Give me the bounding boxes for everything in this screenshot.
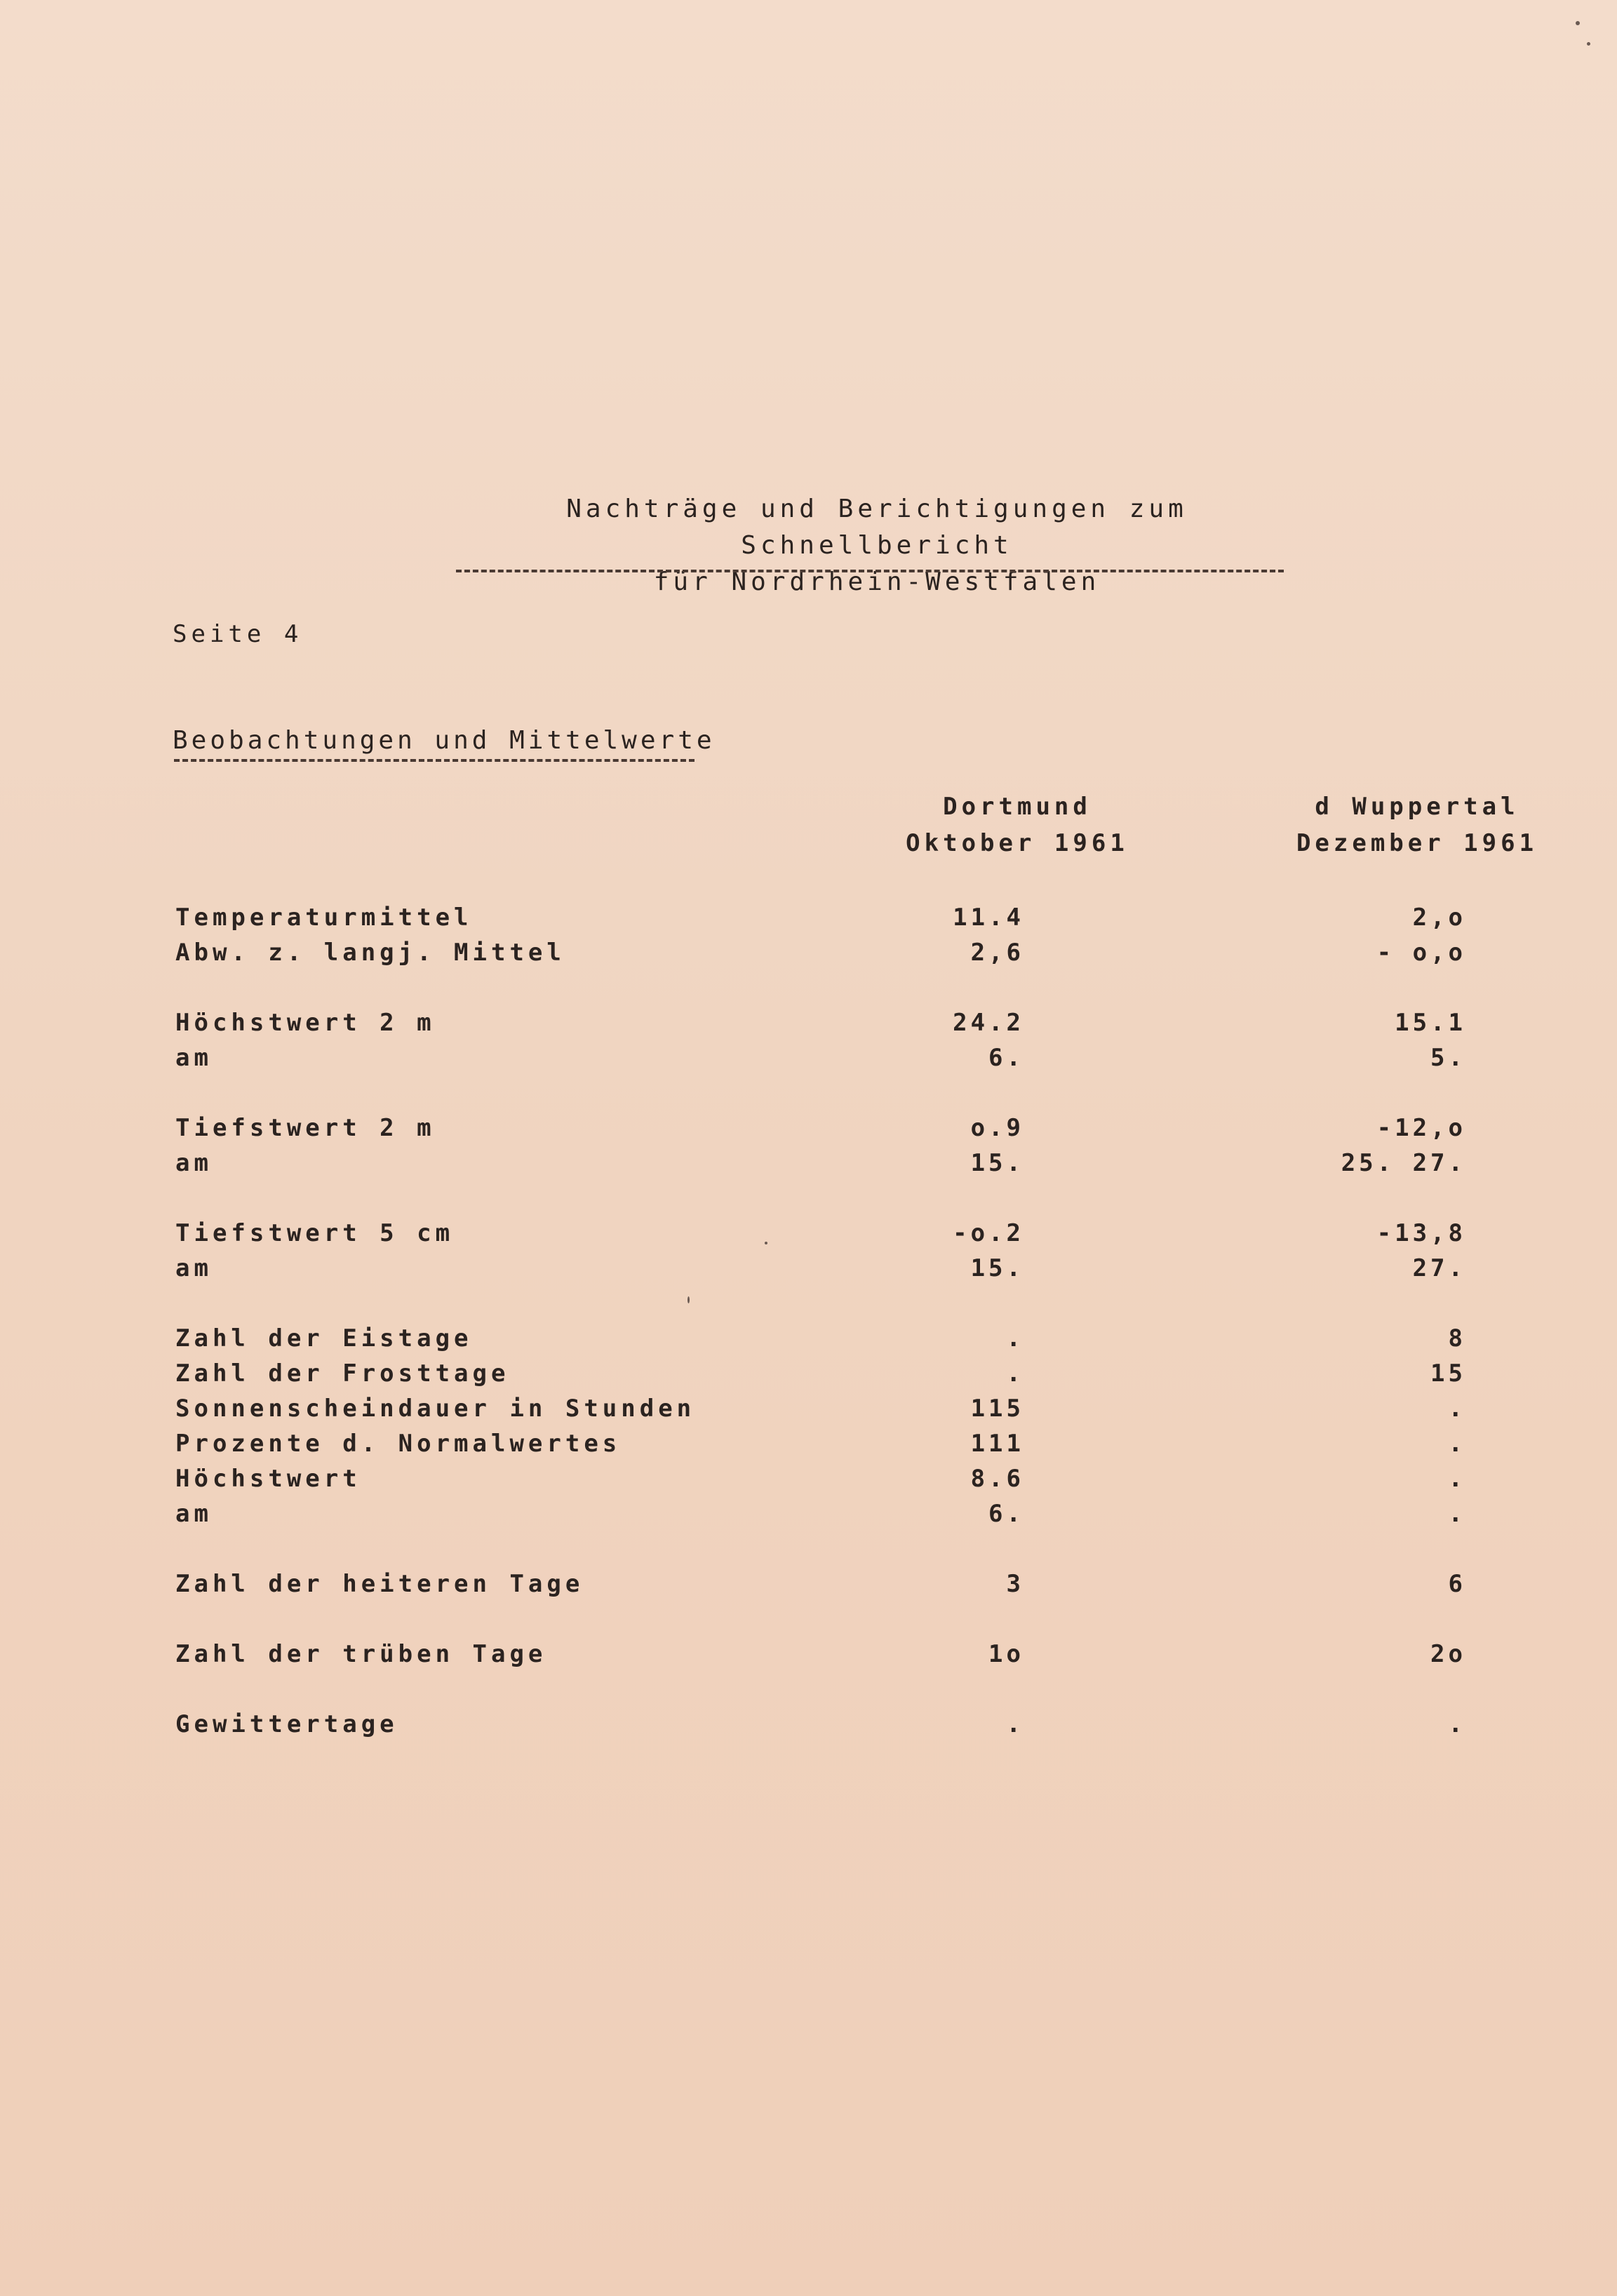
value-dortmund: 15. (970, 1254, 1024, 1282)
row-label: Zahl der Eistage (175, 1324, 473, 1352)
table-row (0, 1395, 1617, 1430)
row-label: Höchstwert 2 m (175, 1009, 436, 1037)
value-wuppertal: . (1448, 1430, 1466, 1458)
value-dortmund: 8.6 (970, 1465, 1024, 1493)
value-dortmund: . (1006, 1710, 1024, 1738)
value-dortmund: 3 (1006, 1570, 1024, 1598)
value-wuppertal: . (1448, 1710, 1466, 1738)
column-header-wuppertal (1277, 788, 1557, 861)
value-wuppertal: . (1448, 1395, 1466, 1423)
row-label: Prozente d. Normalwertes (175, 1430, 622, 1458)
document-title (449, 491, 1305, 600)
table-row (0, 1254, 1617, 1289)
value-dortmund: 6. (988, 1500, 1024, 1528)
value-dortmund: . (1006, 1360, 1024, 1388)
table-row (0, 1500, 1617, 1535)
column-period: Oktober 1961 (906, 829, 1129, 857)
value-dortmund: 15. (970, 1149, 1024, 1177)
value-dortmund: 1o (988, 1640, 1024, 1668)
row-label: Tiefstwert 5 cm (175, 1219, 455, 1247)
title-line-2: für Nordrhein-Westfalen (653, 568, 1101, 596)
title-line-1: Nachträge und Berichtigungen zum Schnellbericht (566, 495, 1188, 560)
table-row (0, 1114, 1617, 1149)
table-row (0, 1324, 1617, 1360)
value-dortmund: 24.2 (953, 1009, 1024, 1037)
value-wuppertal: - o,o (1376, 939, 1466, 967)
table-row (0, 1009, 1617, 1044)
value-dortmund: 6. (988, 1044, 1024, 1072)
value-wuppertal: 27. (1412, 1254, 1466, 1282)
value-wuppertal: 15 (1430, 1360, 1466, 1388)
paper-speck (687, 1296, 690, 1303)
table-row (0, 1710, 1617, 1745)
value-wuppertal: -12,o (1376, 1114, 1466, 1142)
table-row (0, 1465, 1617, 1500)
column-station: Dortmund (943, 793, 1092, 821)
value-wuppertal: . (1448, 1465, 1466, 1493)
column-station: d Wuppertal (1315, 793, 1519, 821)
value-wuppertal: 5. (1430, 1044, 1466, 1072)
value-dortmund: . (1006, 1324, 1024, 1352)
title-underline (456, 570, 1284, 572)
row-label: am (175, 1254, 213, 1282)
section-heading: Beobachtungen und Mittelwerte (173, 726, 716, 755)
row-label: am (175, 1044, 213, 1072)
row-label: Sonnenscheindauer in Stunden (175, 1395, 696, 1423)
value-dortmund: o.9 (970, 1114, 1024, 1142)
table-row (0, 1149, 1617, 1184)
table-row (0, 1430, 1617, 1465)
value-wuppertal: 2,o (1412, 904, 1466, 932)
value-wuppertal: 6 (1448, 1570, 1466, 1598)
section-underline (174, 759, 695, 762)
table-row (0, 1360, 1617, 1395)
value-dortmund: 111 (970, 1430, 1024, 1458)
value-wuppertal: 2o (1430, 1640, 1466, 1668)
value-wuppertal: 15.1 (1395, 1009, 1466, 1037)
column-header-dortmund (884, 788, 1150, 861)
row-label: am (175, 1149, 213, 1177)
table-row (0, 1219, 1617, 1254)
row-label: am (175, 1500, 213, 1528)
paper-speck (1576, 21, 1580, 25)
row-label: Gewittertage (175, 1710, 398, 1738)
paper-speck (1587, 42, 1590, 46)
table-row (0, 1044, 1617, 1079)
page-reference: Seite 4 (173, 620, 303, 648)
row-label: Zahl der Frosttage (175, 1360, 510, 1388)
table-row (0, 939, 1617, 974)
value-wuppertal: -13,8 (1376, 1219, 1466, 1247)
row-label: Abw. z. langj. Mittel (175, 939, 565, 967)
row-label: Temperaturmittel (175, 904, 473, 932)
paper-speck (765, 1242, 767, 1244)
column-period: Dezember 1961 (1296, 829, 1538, 857)
value-dortmund: 115 (970, 1395, 1024, 1423)
value-wuppertal: 25. 27. (1341, 1149, 1466, 1177)
value-dortmund: 11.4 (953, 904, 1024, 932)
row-label: Zahl der heiteren Tage (175, 1570, 584, 1598)
value-wuppertal: . (1448, 1500, 1466, 1528)
table-row (0, 904, 1617, 939)
table-row (0, 1640, 1617, 1675)
value-dortmund: 2,6 (970, 939, 1024, 967)
row-label: Höchstwert (175, 1465, 361, 1493)
row-label: Tiefstwert 2 m (175, 1114, 436, 1142)
row-label: Zahl der trüben Tage (175, 1640, 547, 1668)
value-dortmund: -o.2 (953, 1219, 1024, 1247)
value-wuppertal: 8 (1448, 1324, 1466, 1352)
table-row (0, 1570, 1617, 1605)
